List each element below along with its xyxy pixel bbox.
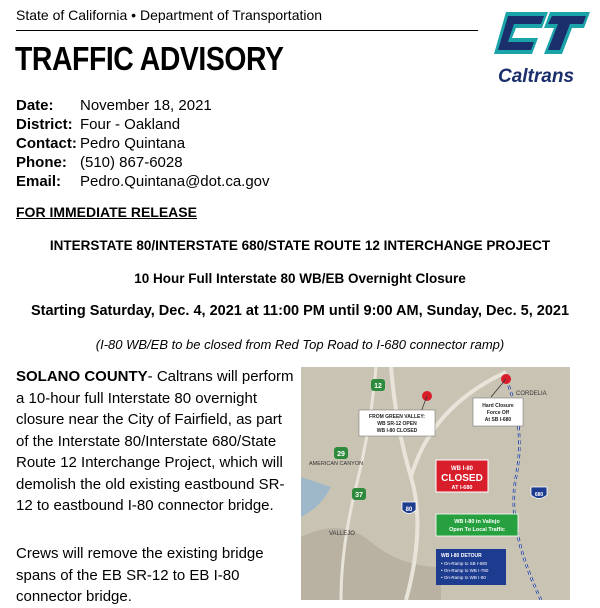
meta-value: Four - Oakland: [80, 116, 181, 133]
interstate-680-shield: [531, 487, 547, 499]
map-label-american-canyon: AMERICAN CANYON: [309, 461, 364, 467]
meta-label: Phone:: [16, 154, 67, 171]
header-rule: [16, 30, 478, 31]
headline: INTERSTATE 80/INTERSTATE 680/STATE ROUTE 12 INTERCHANGE PROJECT: [49, 238, 551, 253]
meta-value: Pedro Quintana: [80, 135, 186, 152]
closed-sign: [436, 460, 488, 492]
meta-label: Date:: [16, 97, 54, 114]
body-paragraph-2: Crews will remove the existing bridge spans of the EB SR-12 to EB I-80 connector bridge.: [16, 545, 264, 605]
route-37-label: 37: [355, 492, 363, 499]
dateline: SOLANO COUNTY: [16, 368, 148, 385]
page-title: TRAFFIC ADVISORY: [15, 40, 284, 77]
meta-contact: [16, 134, 270, 153]
hard-closure-callout: [473, 398, 523, 426]
callout-text: At SB I-680: [484, 417, 512, 423]
route-29-label: 29: [337, 451, 345, 458]
meta-district: [16, 115, 270, 134]
contact-block: [16, 96, 270, 191]
meta-label: Email:: [16, 173, 62, 190]
email-link[interactable]: Pedro.Quintana@dot.ca.gov: [80, 173, 270, 190]
meta-label: Contact:: [16, 135, 77, 152]
map-label-vallejo: VALLEJO: [329, 531, 355, 537]
open-sign: [436, 514, 518, 536]
closure-note: (I-80 WB/EB to be closed from Red Top Road to I-680 connector ramp): [95, 337, 505, 352]
callout-text: WB I-80 CLOSED: [376, 428, 418, 434]
body-paragraph-1: [16, 366, 298, 517]
callout-text: Hard Closure: [482, 403, 514, 409]
meta-value: November 18, 2021: [80, 97, 212, 114]
meta-email: [16, 172, 270, 191]
detour-text: • On-Ramp to SB I-680: [441, 561, 488, 566]
callout-text: FROM GREEN VALLEY:: [369, 414, 425, 420]
meta-value: (510) 867-6028: [80, 154, 183, 171]
detour-box: [436, 549, 506, 585]
callout-text: WB SR-12 OPEN: [377, 421, 417, 427]
green-valley-callout: [359, 410, 435, 436]
subheadline: 10 Hour Full Interstate 80 WB/EB Overnight Closure: [134, 271, 466, 286]
meta-label: District:: [16, 116, 73, 133]
route-29-shield: [334, 447, 348, 459]
release-label: FOR IMMEDIATE RELEASE: [16, 204, 197, 220]
closed-sign-text: AT I-680: [451, 485, 473, 491]
closure-map: [301, 367, 570, 600]
callout-text: Force Off: [486, 410, 510, 416]
interstate-80-shield: [402, 502, 416, 514]
route-12-shield: [371, 379, 385, 391]
body-text-1: - Caltrans will perform a 10-hour full Interstate 80 overnight closure near the City of Fairfield, as part of the Interstate 80/Interstate 680/State Route 12 Interchange Project, which will demolish the old existing eastbound SR-12 to eastbound I-80 connector bridge.: [16, 368, 294, 514]
open-sign-text: WB I-80 in Vallejo: [454, 519, 500, 525]
interstate-80-label: 80: [405, 507, 413, 513]
open-sign-text: Open To Local Traffic: [449, 527, 505, 533]
detour-text: • On-Ramp to WB I-80: [441, 575, 486, 580]
meta-date: [16, 96, 270, 115]
meta-phone: [16, 153, 270, 172]
detour-text: • On-Ramp to WB I-780: [441, 568, 489, 573]
logo-wordmark: Caltrans: [497, 66, 575, 87]
schedule-line: Starting Saturday, Dec. 4, 2021 at 11:00 PM until 9:00 AM, Sunday, Dec. 5, 2021: [30, 303, 570, 319]
detour-text: WB I-80 DETOUR: [441, 553, 482, 559]
route-37-shield: [352, 488, 366, 500]
map-label-cordelia: CORDELIA: [516, 391, 547, 397]
route-12-label: 12: [374, 383, 382, 390]
agency-line: State of California • Department of Transportation: [16, 7, 323, 23]
caltrans-logo: [486, 6, 592, 96]
closed-sign-text: CLOSED: [441, 473, 483, 484]
interstate-680-label: 680: [534, 492, 544, 498]
closed-sign-text: WB I-80: [450, 466, 474, 472]
